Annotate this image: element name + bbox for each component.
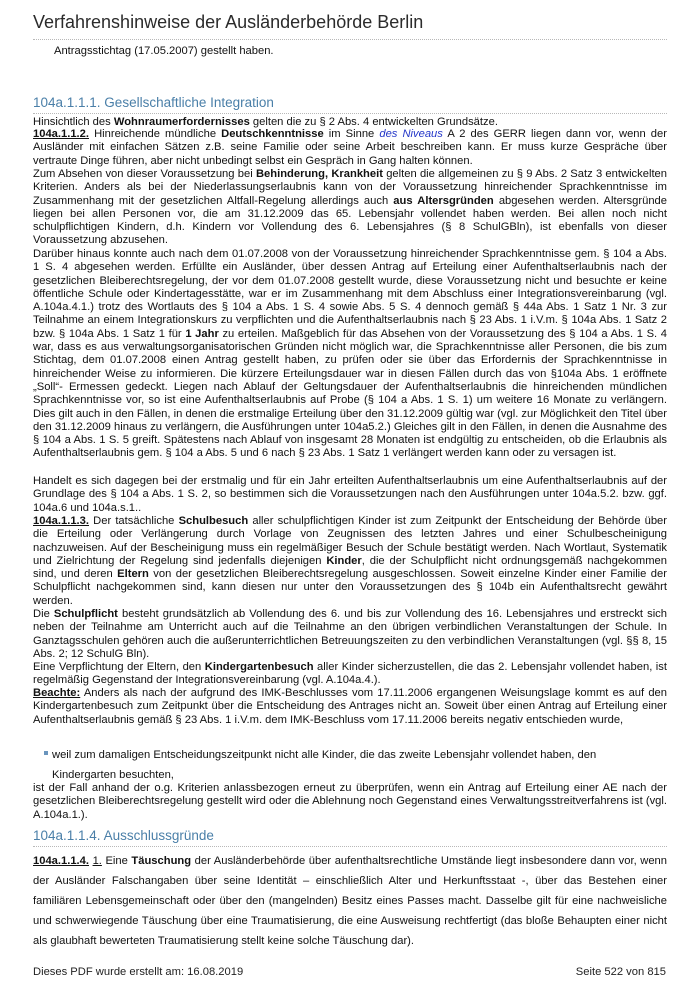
paragraph-ueberpruefen: ist der Fall anhand der o.g. Kriterien anlassbezogen erneut zu überprüfen, wenn ein Antrag auf Erteilung einer AE nach der gesetzlichen Bleiberechtsregelung gestellt wird oder die Ablehnung noch Gegenstand eines Verwaltungsstreitverfahrens ist (vgl. A.104a.1.). [33,782,667,821]
bullet-square-icon [44,751,48,755]
paragraph-wohnraum: Hinsichtlich des Wohnraumerfordernisses gelten die zu § 2 Abs. 4 entwickelten Grundsätze. [33,116,498,128]
footer-page-number: Seite 522 von 815 [575,966,666,978]
paragraph-behinderung: Zum Absehen von dieser Voraussetzung bei Behinderung, Krankheit gelten die allgemeinen zu § 9 Abs. 2 Satz 3 entwickelten Kriterien. Anders als bei der Niederlassungserlaubnis kann von der Voraussetzung hinreichender Sprachkenntnisse im Zusammenhang mit der gesetzlichen Altfall-Regelung allerdings auch aus Altersgründen abgesehen werden. Altersgründe liegen bei allen Personen vor, die am 31.12.2009 das 65. Lebensjahr vollendet haben werden. Bei allen noch nicht schulpflichtigen Kindern, d.h. Kindern vor Vollendung des 6. Lebensjahres (§ 8 SchulGBln), ist ebenfalls von dieser Voraussetzung abzusehen. [33,168,667,247]
paragraph-handelt-es-sich: Handelt es sich dagegen bei der erstmalig und für ein Jahr erteilten Aufenthaltserlaubnis um eine Aufenthaltserlaubnis auf der Grundlage des § 104 a Abs. 1 S. 2, so bestimmen sich die Voraussetzungen nach den Ausführungen unter 104a.5.2. bzw. ggf. 104a.6 und 104a.s.1.. [33,475,667,514]
niveau-link[interactable]: des Niveaus [379,128,443,140]
paragraph-deutschkenntnisse: 104a.1.1.2. Hinreichende mündliche Deutschkenntnisse im Sinne des Niveaus A 2 des GERR liegen dann vor, wenn der Ausländer mit einfachen Sätzen z.B. seine Familie oder seine Arbeit beschreiben kann. Er muss kurze Gespräche über vertraute Dinge führen, aber nicht unbedingt selbst ein Gespräch in Gang halten können. [33,128,667,167]
paragraph-schulbesuch: 104a.1.1.3. Der tatsächliche Schulbesuch aller schulpflichtigen Kinder ist zum Zeitpunkt der Entscheidung der Behörde über die Erteilung oder Verlängerung durch Vorlage von Zeugnissen des letzten Jahres und einer Schulbescheinigung nachzuweisen. Auf der Bescheinigung muss ein regelmäßiger Besuch der Schule bestätigt werden. Nach Wortlaut, Systematik und Zielrichtung der Regelung sind jedenfalls diejenigen Kinder, die der Schulpflicht nicht ordnungsgemäß nachgekommen sind, und deren Eltern von der gesetzlichen Bleiberechtsregelung ausgeschlossen. Soweit einzelne Kinder einer Familie der Schulpflicht nachgekommen sind, kann diesen nur unter den Voraussetzungen des § 104b ein Aufenthaltsrecht gewährt werden. [33,515,667,607]
section-heading-integration: 104a.1.1.1. Gesellschaftliche Integration [33,95,667,114]
paragraph-schulpflicht: Die Schulpflicht besteht grundsätzlich ab Vollendung des 6. und bis zur Vollendung des 16. Lebensjahres und erstreckt sich neben der Teilnahme am Unterricht auch auf die Teilnahme an den übrigen verbindlichen Veranstaltungen der Schule. In Ganztagsschulen gehören auch die außerunterrichtlichen Betreuungszeiten zu den verbindlichen Veranstaltungen (vgl. §§ 8, 15 Abs. 2; 12 SchulG Bln). [33,608,667,660]
paragraph-kindergarten: Eine Verpflichtung der Eltern, den Kindergartenbesuch aller Kinder sicherzustellen, die das 2. Lebensjahr vollendet haben, ist regelmäßig Gegenstand der Integrationsvereinbarung (vgl. A.104a.4.). [33,661,667,687]
page-header: Verfahrenshinweise der Ausländerbehörde Berlin [33,12,667,40]
section-heading-ausschluss: 104a.1.1.4. Ausschlussgründe [33,828,667,847]
paragraph-taeuschung: 104a.1.1.4. 1. Eine Täuschung der Ausländerbehörde über aufenthaltsrechtliche Umstände liegt insbesondere dann vor, wenn der Ausländer Falschangaben über seine Identität – einschließlich Alter und Herkunftsstaat -, über das Bestehen einer familiären Lebensgemeinschaft oder über den (mangelnden) Besitz eines Passes macht. Dasselbe gilt für eine nachweisliche und schwerwiegende Täuschung über eine Traumatisierung, die eine Ausweisung rechtfertigt (das bloße Behaupten einer nicht als glaubhaft bewerteten Traumatisierung stellt keine solche Täuschung dar). [33,855,668,947]
bullet-item: weil zum damaligen Entscheidungszeitpunkt nicht alle Kinder, die das zweite Lebensjahr vollendet haben, den Kindergarten besuchten, [44,745,664,785]
continuation-line: Antragsstichtag (17.05.2007) gestellt haben. [54,45,274,57]
footer-created: Dieses PDF wurde erstellt am: 16.08.2019 [33,966,244,978]
paragraph-beachte: Beachte: Anders als nach der aufgrund des IMK-Beschlusses vom 17.11.2006 ergangenen Weisungslage kommt es auf den Kindergartenbesuch zum Zeitpunkt über die Entscheidung des Antrages nicht an. Soweit über einen Antrag auf Erteilung einer Aufenthaltserlaubnis gemäß § 23 Abs. 1 i.V.m. dem IMK-Beschluss vom 17.11.2006 bereits negativ entschieden wurde, [33,687,667,726]
paragraph-sprachkenntnisse-2008: Darüber hinaus konnte auch nach dem 01.07.2008 von der Voraussetzung hinreichender Sprachkenntnisse gem. § 104 a Abs. 1 S. 4 abgesehen werden. Erfüllte ein Ausländer, über dessen Antrag auf Erteilung einer Aufenthaltserlaubnis nach der gesetzlichen Bleiberechtsregelung, der vor dem 01.07.2008 gestellt wurde, diese Voraussetzung nicht und besuchte er keine öffentliche Schule oder Kindertagesstätte, war er im Zusammenhang mit dem Abschluss einer Integrationsvereinbarung (vgl. A.104a.4.1.) trotz des Wortlauts des § 104 a Abs. 1 S. 4 sowie Abs. 5 S. 4 dennoch gemäß § 44a Abs. 1 Satz 1 Nr. 3 zur Teilnahme an einem Integrationskurs zu verpflichten und die Aufenthaltserlaubnis nach § 23 Abs. 1 i.V.m. § 104a Abs. 1 Satz 2 bzw. § 104a Abs. 1 Satz 1 für 1 Jahr zu erteilen. Maßgeblich für das Absehen von der Voraussetzung des § 104 a Abs. 1 S. 4 war, dass es aus verwaltungsorganisatorischen Gründen nicht möglich war, die Sprachkenntnisse aller Personen, die bis zum Stichtag, dem 01.07.2008 einen Antrag gestellt haben, zu prüfen oder sie über das Erfordernis der Sprachkenntnisse in hinreichender Weise zu informieren. Die kürzere Erteilungsdauer war in diesen Fällen durch das von §104a Abs. 1 eröffnete „Soll“- Ermessen gedeckt. Liegen nach Ablauf der Geltungsdauer der Aufenthaltserlaubnis die hinreichenden mündlichen Sprachkenntnisse vor, so ist eine Aufenthaltserlaubnis auf Probe (§ 104 a Abs. 1 S. 1) um weitere 16 Monate zu verlängern. Dies gilt auch in den Fällen, in denen die erstmalige Erteilung über den 31.12.2009 gültig war (vgl. zur Möglichkeit den Titel über den 31.12.2009 hinaus zu verlängern, die Ausführungen unter 104a5.2.) Gleiches gilt in den Fällen, in denen die Ausnahme des § 104 a Abs. 1 S. 5 greift. Spätestens nach Ablauf von insgesamt 28 Monaten ist endgültig zu entscheiden, ob die Erlaubnis als Aufenthaltserlaubnis gem. § 104 a Abs. 5 und 6 nach § 23 Abs. 1 Satz 1 verlängert werden kann oder zu versagen ist. [33,248,668,460]
